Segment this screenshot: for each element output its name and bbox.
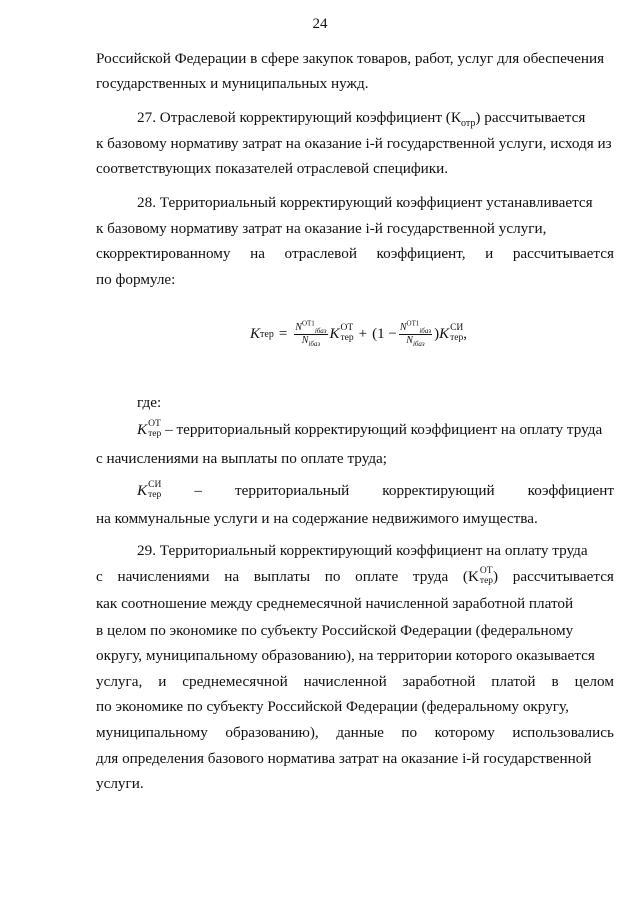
intro-text-1: Российской Федерации в сфере закупок товаров, работ, услуг для обеспечения bbox=[96, 50, 605, 67]
intro-line-1 bbox=[96, 49, 614, 69]
p29-line-3: как соотношение между среднемесячной начисленной заработной платой bbox=[96, 595, 574, 612]
p29-line-5: округу, муниципальному образованию), на территории которого оказывается bbox=[96, 647, 595, 664]
def2-sup: СИ bbox=[148, 479, 162, 490]
p27-text-a: 27. Отраслевой корректирующий коэффициент (К bbox=[137, 109, 461, 126]
p28-word: рассчитывается bbox=[512, 245, 614, 262]
fraction-2-denominator: N bbox=[406, 335, 413, 346]
p29-word: муниципальному bbox=[96, 724, 208, 741]
def2-word: – bbox=[194, 482, 202, 499]
page-number: 24 bbox=[312, 16, 328, 32]
definition-1-line-2: с начислениями на выплаты по оплате труда; bbox=[96, 450, 388, 467]
p27-line-2: к базовому нормативу затрат на оказание i-й государственной услуги, исходя из bbox=[96, 135, 612, 152]
p29-word: заработной bbox=[402, 673, 476, 690]
where-label: где: bbox=[137, 394, 162, 411]
def2-word: территориальный bbox=[234, 482, 350, 499]
fraction-1-numerator: N bbox=[295, 322, 302, 333]
p28-word: на bbox=[250, 245, 265, 262]
p29-word: использовались bbox=[512, 724, 614, 741]
p29-word: рассчитывается bbox=[512, 568, 614, 585]
def2-term bbox=[137, 481, 161, 501]
p29-word: труда bbox=[412, 568, 449, 585]
def2-indices bbox=[148, 479, 162, 500]
def1-indices bbox=[148, 418, 162, 439]
def2-sub: тер bbox=[148, 489, 162, 500]
formula-fraction-2 bbox=[399, 319, 432, 348]
p29-line-7: по экономике по субъекту Российской Федерации (федеральному округу, bbox=[96, 698, 569, 715]
definition-2-line-2: на коммунальные услуги и на содержание недвижимого имущества. bbox=[96, 510, 538, 527]
p29-word: начислениями bbox=[117, 568, 210, 585]
p29-word: целом bbox=[574, 673, 614, 690]
p29-word: по bbox=[401, 724, 418, 741]
formula: K тер = $\frac{N^{ОТ1}_{iбаз}}{N_{iбаз}}$ K ОТ тер + (1 − $\frac{N^{ОТ1}_{iбаз}}{N_{iбаз}}$ ) K СИ тер , bbox=[250, 319, 468, 348]
p27-text-b: ) рассчитывается bbox=[475, 109, 586, 126]
formula-lhs: K bbox=[250, 326, 261, 342]
k-ot-symbol: K bbox=[329, 326, 340, 342]
fraction-2-den-sub: iбаз bbox=[412, 340, 425, 348]
p29-k-sup: ОТ bbox=[479, 565, 493, 576]
p28-word: коэффициент, bbox=[376, 245, 466, 262]
formula-close-paren: ) bbox=[434, 326, 440, 342]
p29-word: выплаты bbox=[253, 568, 311, 585]
p28-word: и bbox=[485, 245, 494, 262]
p27-line-3: соответствующих показателей отраслевой специфики. bbox=[96, 160, 449, 177]
p29-k-ot-term: (K ОТ тер ) bbox=[462, 565, 499, 586]
formula-equals: = bbox=[278, 326, 288, 342]
p29-word: начисленной bbox=[303, 673, 387, 690]
p29-word: и bbox=[158, 673, 167, 690]
p28-line-3 bbox=[96, 244, 614, 264]
p29-word: на bbox=[224, 568, 240, 585]
p29-word: в bbox=[551, 673, 559, 690]
k-otr-subscript: отр bbox=[461, 118, 476, 130]
fraction-1-num-sub: iбаз bbox=[314, 327, 327, 335]
p29-word: образованию), bbox=[225, 724, 319, 741]
k-si-sub: тер bbox=[450, 332, 464, 343]
p29-word: которому bbox=[434, 724, 495, 741]
def2-symbol: K bbox=[137, 482, 148, 499]
def2-word: корректирующий bbox=[382, 482, 495, 499]
p28-line-4: по формуле: bbox=[96, 271, 176, 288]
def1-text: – территориальный корректирующий коэффициент на оплату труда bbox=[165, 421, 603, 438]
p29-word: услуга, bbox=[96, 673, 143, 690]
p29-k-indices bbox=[479, 565, 494, 586]
definition-2-line-1 bbox=[137, 481, 614, 501]
fraction-2-num-sup: ОТ1 bbox=[406, 319, 420, 328]
p29-line-2 bbox=[96, 567, 614, 587]
fraction-1-denominator: N bbox=[301, 335, 309, 346]
p29-word: данные bbox=[336, 724, 384, 741]
intro-line-2: государственных и муниципальных нужд. bbox=[96, 75, 369, 92]
p29-line-6 bbox=[96, 672, 614, 692]
p29-k-sub: тер bbox=[479, 575, 494, 586]
p27-line-1 bbox=[137, 108, 614, 128]
p29-word: по bbox=[324, 568, 341, 585]
def1-sup: ОТ bbox=[148, 418, 161, 429]
k-si-indices bbox=[450, 322, 464, 343]
p29-word: с bbox=[96, 568, 103, 585]
fraction-2-numerator: N bbox=[399, 322, 407, 333]
p29-line-1: 29. Территориальный корректирующий коэффициент на оплату труда bbox=[137, 542, 588, 559]
p29-line-4: в целом по экономике по субъекту Российской Федерации (федеральному bbox=[96, 622, 574, 639]
k-si-symbol: K bbox=[439, 326, 450, 342]
k-ot-sub: тер bbox=[340, 332, 354, 343]
def1-symbol: K bbox=[137, 421, 148, 438]
fraction-2-num-sub: iбаз bbox=[419, 327, 432, 335]
p29-word: среднемесячной bbox=[182, 673, 288, 690]
formula-one-minus: (1 − bbox=[372, 326, 397, 342]
p29-word: оплате bbox=[355, 568, 399, 585]
p28-line-1: 28. Территориальный корректирующий коэффициент устанавливается bbox=[137, 194, 593, 211]
p28-word: скорректированному bbox=[96, 245, 231, 262]
fraction-1-den-sub: iбаз bbox=[308, 340, 321, 348]
formula-fraction-1 bbox=[294, 319, 327, 348]
p29-line-10: услуги. bbox=[96, 775, 144, 792]
p28-word: отраслевой bbox=[284, 245, 357, 262]
p28-line-2: к базовому нормативу затрат на оказание i-й государственной услуги, bbox=[96, 220, 547, 237]
p29-k-symbol: K bbox=[467, 568, 479, 585]
def1-sub: тер bbox=[148, 428, 162, 439]
definition-1-line-1 bbox=[137, 420, 614, 440]
fraction-1-num-sup: ОТ1 bbox=[301, 319, 315, 328]
p29-line-9: для определения базового норматива затрат на оказание i-й государственной bbox=[96, 750, 592, 767]
k-ot-indices bbox=[340, 322, 354, 343]
formula-plus: + bbox=[358, 326, 368, 342]
k-si-sup: СИ bbox=[450, 322, 464, 333]
p29-line-8 bbox=[96, 723, 614, 743]
p29-word: платой bbox=[491, 673, 536, 690]
k-ot-sup: ОТ bbox=[340, 322, 354, 333]
def2-word: коэффициент bbox=[527, 482, 614, 499]
formula-end-comma: , bbox=[463, 326, 468, 342]
